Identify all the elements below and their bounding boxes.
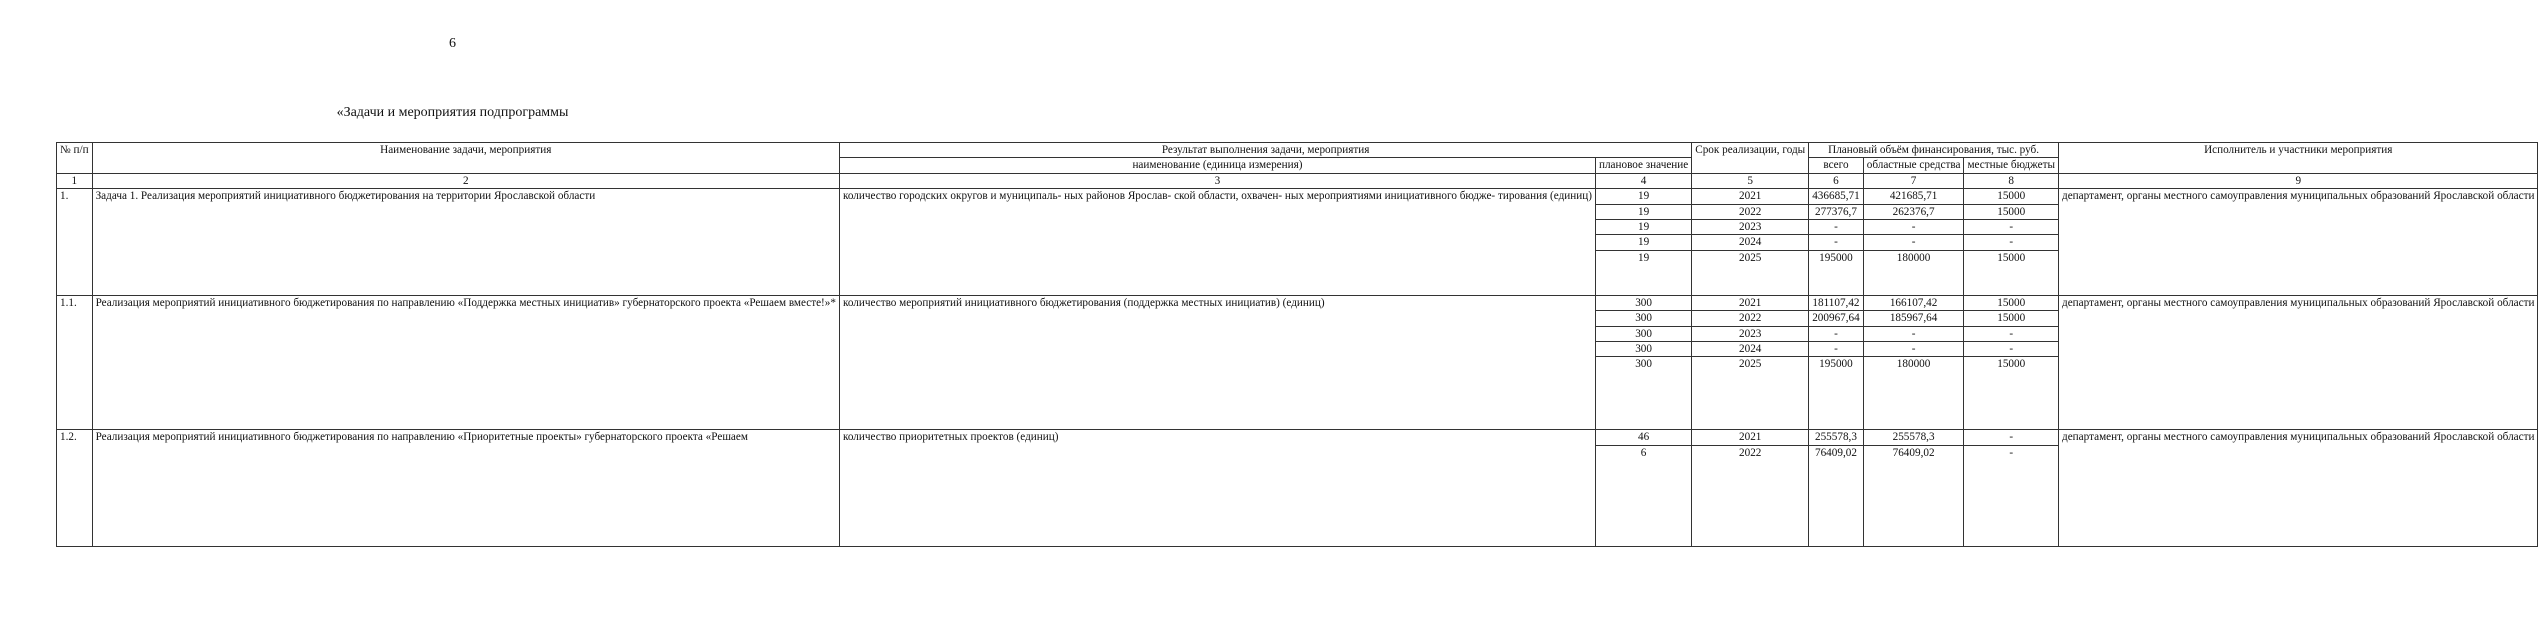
header-fin-total: всего <box>1809 158 1864 173</box>
column-numbers-row <box>57 173 2538 188</box>
document-title: «Задачи и мероприятия подпрограммы <box>336 105 569 120</box>
measure-name: Реализация мероприятий инициативного бюджетирования по направлению «Приоритетные проекты» губернаторского проекта «Решаем <box>92 430 839 546</box>
year: 2021 <box>1692 430 1809 445</box>
year: 2024 <box>1692 342 1809 357</box>
finance-local: - <box>1964 220 2059 235</box>
header-name: Наименование задачи, мероприятия <box>92 143 839 174</box>
finance-total: 195000 <box>1809 250 1864 295</box>
finance-local: 15000 <box>1964 250 2059 295</box>
finance-total: - <box>1809 235 1864 250</box>
finance-local: 15000 <box>1964 311 2059 326</box>
finance-region: 262376,7 <box>1863 204 1964 219</box>
plan-value: 19 <box>1595 204 1691 219</box>
finance-region: - <box>1863 235 1964 250</box>
finance-total: - <box>1809 326 1864 341</box>
page-number: 6 <box>449 36 456 51</box>
plan-value: 300 <box>1595 326 1691 341</box>
finance-local: 15000 <box>1964 189 2059 204</box>
row-number: 1.2. <box>57 430 93 546</box>
plan-value: 300 <box>1595 342 1691 357</box>
col-number: 9 <box>2059 173 2538 188</box>
header-num: № п/п <box>57 143 93 174</box>
year: 2022 <box>1692 204 1809 219</box>
result-name: количество мероприятий инициативного бюджетирования (поддержка местных инициатив) (единиц) <box>839 295 1595 430</box>
year: 2021 <box>1692 189 1809 204</box>
finance-local: 15000 <box>1964 204 2059 219</box>
year: 2021 <box>1692 295 1809 310</box>
finance-local: 15000 <box>1964 295 2059 310</box>
col-number: 4 <box>1595 173 1691 188</box>
year: 2022 <box>1692 311 1809 326</box>
year: 2023 <box>1692 220 1809 235</box>
finance-total: 195000 <box>1809 357 1864 430</box>
header-row <box>57 143 2538 158</box>
executor: департамент, органы местного самоуправления муниципальных образований Ярославской области <box>2059 295 2538 430</box>
finance-total: 200967,64 <box>1809 311 1864 326</box>
finance-region: - <box>1863 342 1964 357</box>
finance-total: - <box>1809 342 1864 357</box>
table-row <box>57 189 2538 204</box>
col-number: 2 <box>92 173 839 188</box>
finance-region: - <box>1863 220 1964 235</box>
header-result-value: плановое значение <box>1595 158 1691 173</box>
header-fin-region: областные средства <box>1863 158 1964 173</box>
subprogram-table <box>56 142 2538 547</box>
finance-total: 76409,02 <box>1809 445 1864 546</box>
finance-region: 180000 <box>1863 357 1964 430</box>
finance-region: 166107,42 <box>1863 295 1964 310</box>
year: 2025 <box>1692 357 1809 430</box>
table-row <box>57 430 2538 445</box>
plan-value: 19 <box>1595 189 1691 204</box>
plan-value: 300 <box>1595 311 1691 326</box>
finance-region: 180000 <box>1863 250 1964 295</box>
plan-value: 19 <box>1595 235 1691 250</box>
header-result: Результат выполнения задачи, мероприятия <box>839 143 1691 158</box>
finance-local: - <box>1964 430 2059 445</box>
table-row <box>57 295 2538 310</box>
plan-value: 19 <box>1595 220 1691 235</box>
finance-local: 15000 <box>1964 357 2059 430</box>
finance-local: - <box>1964 326 2059 341</box>
year: 2024 <box>1692 235 1809 250</box>
col-number: 6 <box>1809 173 1864 188</box>
row-number: 1. <box>57 189 93 296</box>
result-name: количество приоритетных проектов (единиц) <box>839 430 1595 546</box>
col-number: 5 <box>1692 173 1809 188</box>
finance-region: - <box>1863 326 1964 341</box>
finance-local: - <box>1964 235 2059 250</box>
finance-region: 185967,64 <box>1863 311 1964 326</box>
finance-region: 421685,71 <box>1863 189 1964 204</box>
header-fin-local: местные бюджеты <box>1964 158 2059 173</box>
finance-total: 436685,71 <box>1809 189 1864 204</box>
finance-total: 255578,3 <box>1809 430 1864 445</box>
year: 2023 <box>1692 326 1809 341</box>
header-finance: Плановый объём финансирования, тыс. руб. <box>1809 143 2059 158</box>
plan-value: 300 <box>1595 295 1691 310</box>
finance-local: - <box>1964 445 2059 546</box>
finance-local: - <box>1964 342 2059 357</box>
measure-name: Задача 1. Реализация мероприятий инициативного бюджетирования на территории Ярославской области <box>92 189 839 296</box>
executor: департамент, органы местного самоуправления муниципальных образований Ярославской области <box>2059 430 2538 546</box>
col-number: 8 <box>1964 173 2059 188</box>
executor: департамент, органы местного самоуправления муниципальных образований Ярославской области <box>2059 189 2538 296</box>
header-result-name: наименование (единица измерения) <box>839 158 1595 173</box>
plan-value: 6 <box>1595 445 1691 546</box>
col-number: 7 <box>1863 173 1964 188</box>
year: 2025 <box>1692 250 1809 295</box>
finance-total: 277376,7 <box>1809 204 1864 219</box>
measure-name: Реализация мероприятий инициативного бюджетирования по направлению «Поддержка местных инициатив» губернаторского проекта «Решаем вместе!»* <box>92 295 839 430</box>
finance-total: - <box>1809 220 1864 235</box>
col-number: 3 <box>839 173 1595 188</box>
finance-region: 255578,3 <box>1863 430 1964 445</box>
header-executor: Исполнитель и участники мероприятия <box>2059 143 2538 174</box>
result-name: количество городских округов и муниципаль- ных районов Ярослав- ской области, охвачен- ных мероприятиями инициативного бюдже- тирования (единиц) <box>839 189 1595 296</box>
finance-total: 181107,42 <box>1809 295 1864 310</box>
finance-region: 76409,02 <box>1863 445 1964 546</box>
year: 2022 <box>1692 445 1809 546</box>
plan-value: 46 <box>1595 430 1691 445</box>
col-number: 1 <box>57 173 93 188</box>
plan-value: 19 <box>1595 250 1691 295</box>
header-term: Срок реализации, годы <box>1692 143 1809 174</box>
plan-value: 300 <box>1595 357 1691 430</box>
row-number: 1.1. <box>57 295 93 430</box>
